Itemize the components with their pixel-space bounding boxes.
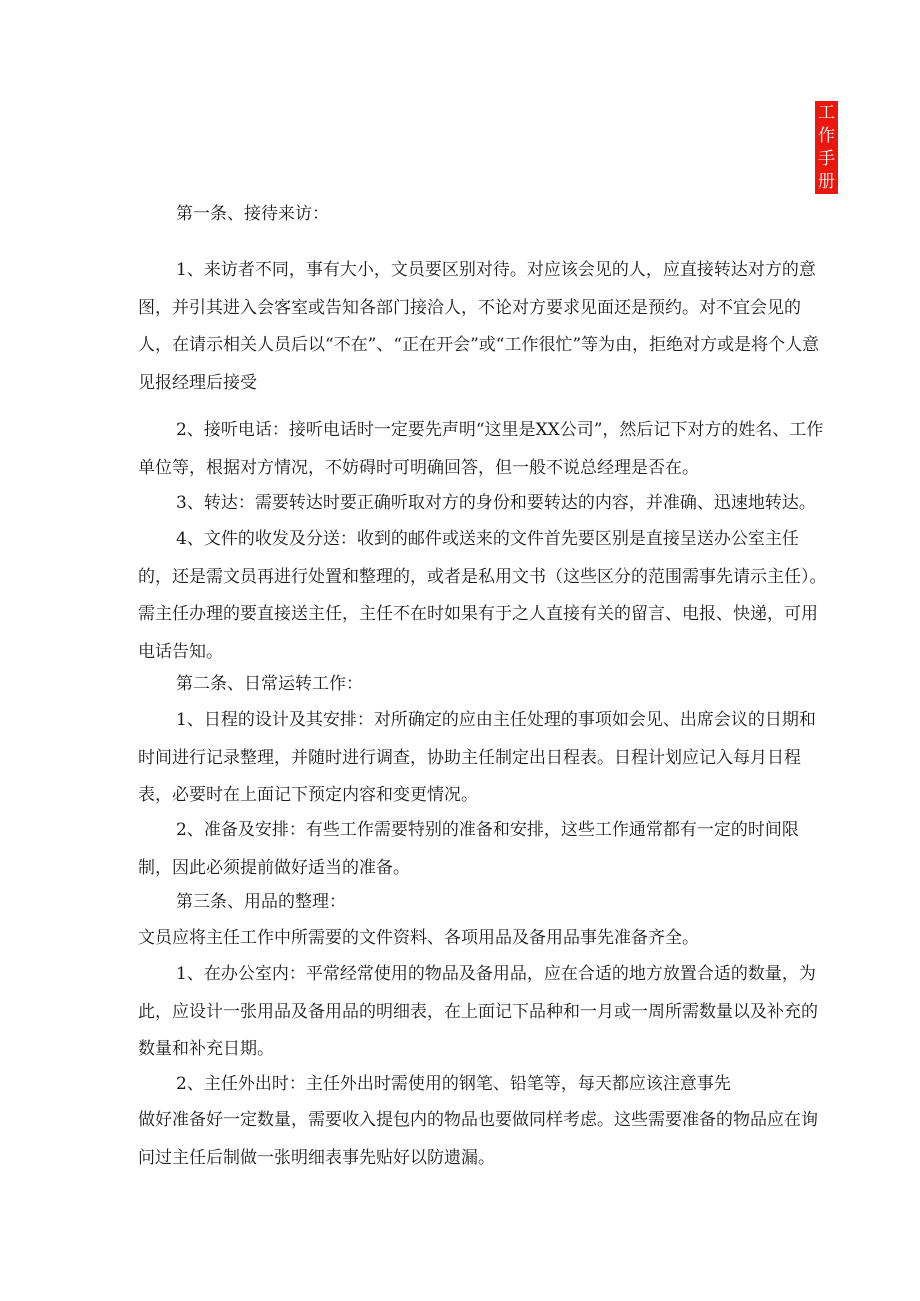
paragraph: 2、准备及安排：有些工作需要特别的准备和安排，这些工作通常都有一定的时间限制，因此必须提前做好适当的准备。 (138, 820, 799, 878)
section-heading-3: 第三条、用品的整理： (176, 892, 346, 912)
side-tab-label (815, 101, 838, 194)
paragraph: 1、来访者不同，事有大小，文员要区别对待。对应该会见的人，应直接转达对方的意图，并引其进入会客室或告知各部门接洽人，不论对方要求见面还是预约。对不宜会见的人，在请示相关人员后以“不在”、“正在开会”或“工作很忙”等为由，拒绝对方或是将个人意见报经理后接受 (138, 260, 820, 393)
paragraph: 1、日程的设计及其安排：对所确定的应由主任处理的事项如会见、出席会议的日期和时间进行记录整理，并随时进行调查，协助主任制定出日程表。日程计划应记入每月日程表，必要时在上面记下预定内容和变更情况。 (138, 710, 816, 805)
paragraph: 1、在办公室内：平常经常使用的物品及备用品，应在合适的地方放置合适的数量，为此，应设计一张用品及备用品的明细表，在上面记下品种和一月或一周所需数量以及补充的数量和补充日期。 (138, 964, 818, 1059)
side-tab-char: 手 (818, 148, 835, 169)
paragraph: 2、接听电话：接听电话时一定要先声明“这里是XX公司”，然后记下对方的姓名、工作单位等，根据对方情况，不妨碍时可明确回答，但一般不说总经理是否在。 (138, 420, 824, 478)
paragraph: 4、文件的收发及分送：收到的邮件或送来的文件首先要区别是直接呈送办公室主任的，还是需文员再进行处置和整理的，或者是私用文书（这些区分的范围需事先请示主任）。需主任办理的要直接送主任，主任不在时如果有于之人直接有关的留言、电报、快递，可用电话告知。 (138, 529, 827, 662)
paragraph: 文员应将主任工作中所需要的文件资料、各项用品及备用品事先准备齐全。 (138, 928, 699, 948)
section-heading-1: 第一条、接待来访： (176, 204, 329, 224)
section-heading-2: 第二条、日常运转工作： (176, 674, 363, 694)
side-tab-char: 作 (818, 125, 835, 146)
paragraph: 2、主任外出时：主任外出时需使用的钢笔、铅笔等，每天都应该注意事先 (176, 1074, 731, 1094)
side-tab-char: 册 (818, 171, 835, 192)
paragraph: 做好准备好一定数量，需要收入提包内的物品也要做同样考虑。这些需要准备的物品应在询问过主任后制做一张明细表事先贴好以防遗漏。 (138, 1110, 818, 1168)
side-tab-char: 工 (818, 102, 835, 123)
paragraph: 3、转达：需要转达时要正确听取对方的身份和要转达的内容，并准确、迅速地转达。 (176, 493, 816, 513)
